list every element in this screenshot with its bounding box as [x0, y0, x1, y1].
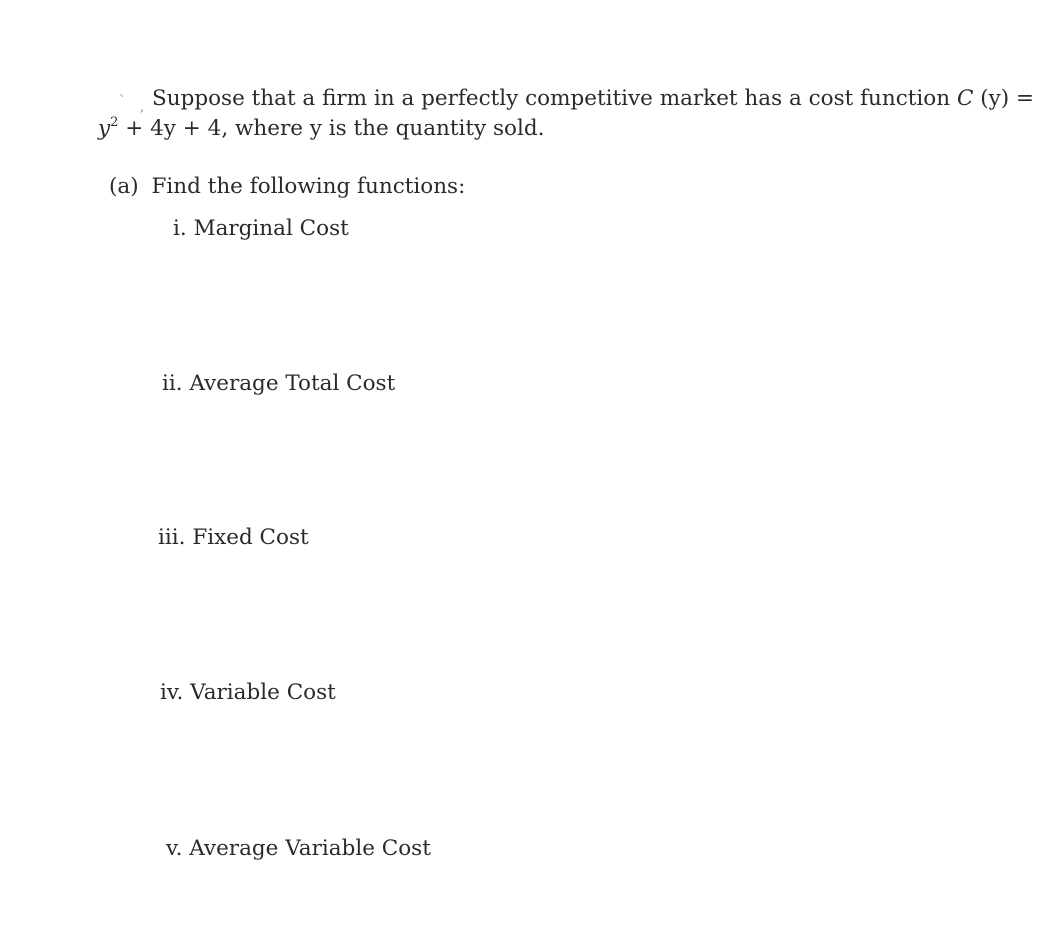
cost-tail: + 4y + 4,: [125, 116, 229, 141]
item-number: iii.: [158, 525, 186, 550]
item-text: Fixed Cost: [192, 525, 309, 550]
list-item: [162, 371, 395, 397]
list-item: [158, 525, 309, 551]
cost-y-base: y: [98, 116, 111, 141]
item-text: Average Variable Cost: [189, 836, 431, 861]
stray-mark-right: ,: [140, 100, 145, 115]
item-text: Marginal Cost: [193, 216, 349, 241]
cost-y-exponent: 2: [110, 115, 119, 130]
problem-line-2: [98, 116, 544, 142]
part-a-label: (a): [109, 174, 139, 199]
list-item: [166, 836, 431, 862]
item-number: iv.: [160, 680, 184, 705]
part-a-instruction: Find the following functions:: [151, 174, 466, 199]
item-number: i.: [173, 216, 187, 241]
problem-line-1: [152, 86, 1034, 112]
stray-mark-left: `: [119, 94, 126, 109]
list-item: [160, 680, 336, 706]
equals-sign: =: [1016, 86, 1035, 111]
problem-intro: Suppose that a firm in a perfectly competitive market has a cost function: [152, 86, 951, 111]
item-number: ii.: [162, 371, 183, 396]
cost-function-arg: (y): [980, 86, 1010, 111]
cost-function-name: C: [956, 86, 974, 111]
item-number: v.: [166, 836, 183, 861]
item-text: Variable Cost: [190, 680, 336, 705]
list-item: [173, 216, 349, 242]
item-text: Average Total Cost: [189, 371, 396, 396]
part-a-heading: [109, 174, 465, 200]
problem-quantity-text: where y is the quantity sold.: [235, 116, 545, 141]
